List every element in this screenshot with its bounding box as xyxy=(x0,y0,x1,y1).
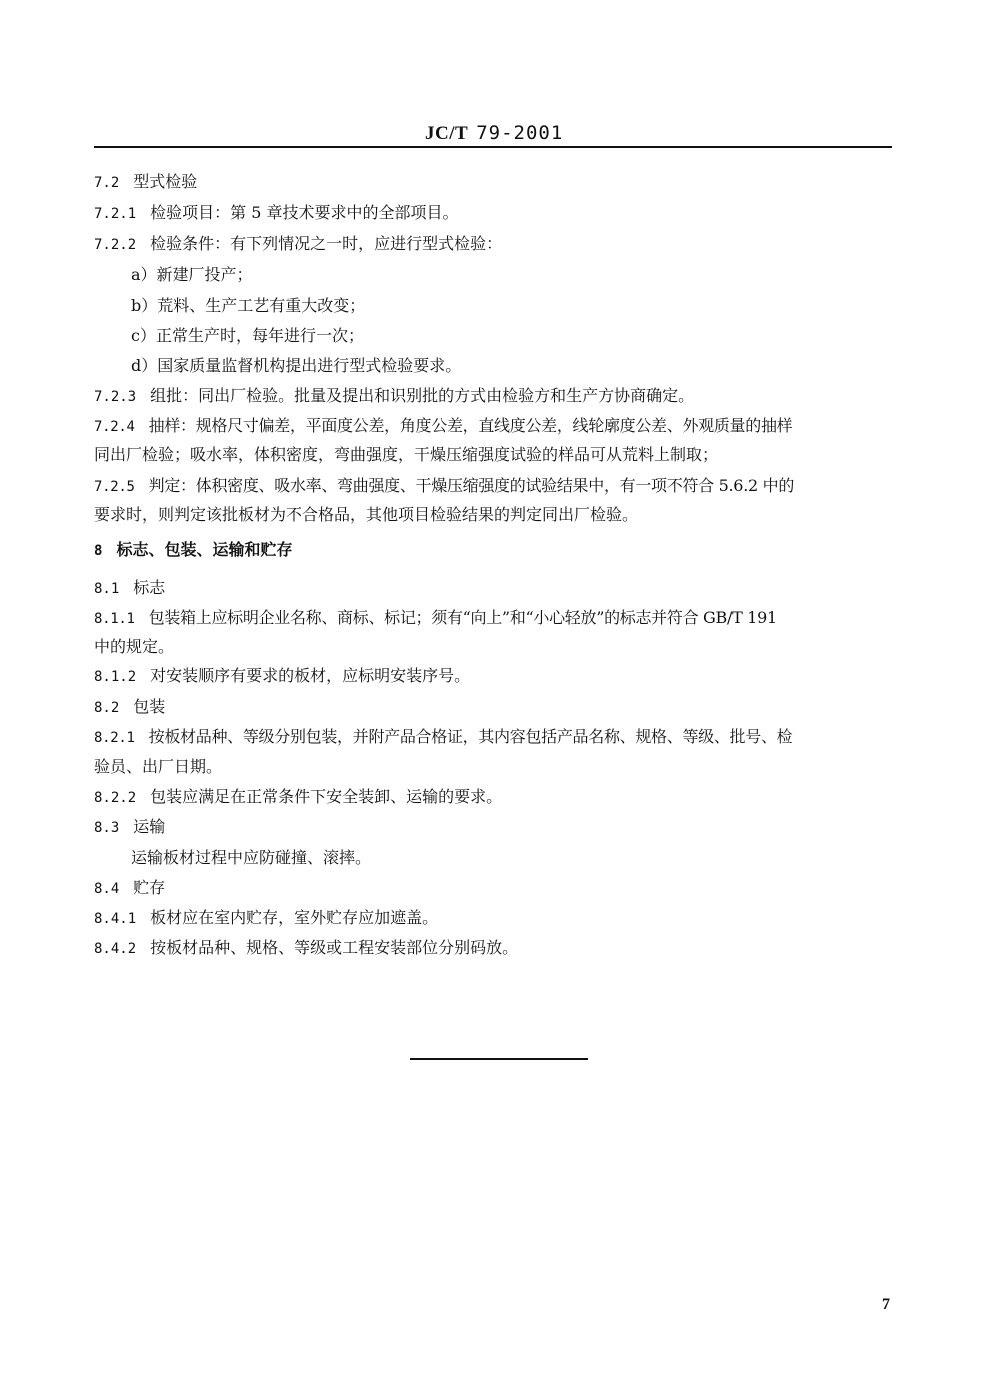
clause-number: 8.2.1 xyxy=(94,730,135,746)
clause-7-2-4-continued xyxy=(94,445,718,465)
list-item-a xyxy=(131,265,253,285)
clause-number: 8.2.2 xyxy=(94,790,137,806)
list-item-text: b）荒料、生产工艺有重大改变； xyxy=(131,296,366,315)
clause-text: 运输 xyxy=(133,817,166,836)
clause-number: 8.1.2 xyxy=(94,669,137,685)
clause-text: 对安装顺序有要求的板材，应标明安装序号。 xyxy=(150,666,471,685)
standard-code-prefix: JC/T xyxy=(425,123,469,144)
clause-text: 贮存 xyxy=(133,878,166,897)
clause-number: 8.2 xyxy=(94,700,120,716)
list-item-d xyxy=(131,356,461,376)
clause-number: 7.2.4 xyxy=(94,419,135,435)
clause-text: 按板材品种、规格、等级或工程安装部位分别码放。 xyxy=(150,938,519,957)
clause-text: 标志 xyxy=(133,578,166,597)
clause-8-3-body xyxy=(131,848,371,868)
page-number: 7 xyxy=(882,1296,890,1313)
clause-number: 7.2.1 xyxy=(94,206,137,222)
clause-number: 8.1.1 xyxy=(94,611,135,627)
clause-7-2-1 xyxy=(94,203,459,224)
clause-text: 检验条件：有下列情况之一时，应进行型式检验： xyxy=(150,234,503,253)
list-item-c xyxy=(131,326,364,346)
clause-8-2-1 xyxy=(94,727,792,748)
list-item-text: d）国家质量监督机构提出进行型式检验要求。 xyxy=(131,356,462,375)
clause-text: 要求时，则判定该批板材为不合格品，其他项目检验结果的判定同出厂检验。 xyxy=(94,505,639,524)
clause-8-4-2 xyxy=(94,938,518,959)
section-8-heading xyxy=(94,540,292,561)
clause-text: 同出厂检验；吸水率，体积密度，弯曲强度，干燥压缩强度试验的样品可从荒料上制取； xyxy=(94,445,719,464)
clause-7-2-4 xyxy=(94,416,792,437)
clause-7-2-2 xyxy=(94,234,502,255)
clause-8-4-1 xyxy=(94,908,438,929)
clause-8-2-2 xyxy=(94,787,502,808)
clause-number: 7.2.5 xyxy=(94,479,135,495)
list-item-text: a）新建厂投产； xyxy=(131,265,253,284)
clause-7-2-3 xyxy=(94,386,694,407)
clause-text: 包装箱上应标明企业名称、商标、标记；须有“向上”和“小心轻放”的标志并符合 GB/T 191 xyxy=(148,608,777,627)
clause-text: 板材应在室内贮存，室外贮存应加遮盖。 xyxy=(150,908,439,927)
clause-number: 8.3 xyxy=(94,820,120,836)
clause-number: 8.4.2 xyxy=(94,941,137,957)
clause-text: 型式检验 xyxy=(133,172,198,191)
clause-8-3-heading xyxy=(94,817,165,838)
clause-text: 包装应满足在正常条件下安全装卸、运输的要求。 xyxy=(150,787,503,806)
clause-8-1-1 xyxy=(94,608,777,629)
clause-text: 包装 xyxy=(133,697,166,716)
list-item-b xyxy=(131,296,365,316)
clause-8-4-heading xyxy=(94,878,165,899)
section-title: 标志、包装、运输和贮存 xyxy=(116,540,293,559)
clause-text: 检验项目：第 5 章技术要求中的全部项目。 xyxy=(150,203,459,222)
header-rule xyxy=(94,146,892,148)
clause-number: 7.2.3 xyxy=(94,389,137,405)
clause-7-2-5 xyxy=(94,476,794,497)
standard-code-number: 79-2001 xyxy=(476,122,564,144)
standard-code-header xyxy=(425,122,563,145)
clause-8-1-heading xyxy=(94,578,165,599)
clause-text: 抽样：规格尺寸偏差，平面度公差，角度公差，直线度公差，线轮廓度公差、外观质量的抽样 xyxy=(148,416,793,435)
clause-text: 按板材品种、等级分别包装，并附产品合格证，其内容包括产品名称、规格、等级、批号、检 xyxy=(148,727,793,746)
list-item-text: c）正常生产时，每年进行一次； xyxy=(131,326,364,345)
clause-8-1-2 xyxy=(94,666,470,687)
clause-number: 8.4 xyxy=(94,881,120,897)
clause-7-2-heading xyxy=(94,172,197,193)
section-number: 8 xyxy=(94,543,103,559)
clause-8-2-1-continued xyxy=(94,757,222,777)
clause-8-2-heading xyxy=(94,697,165,718)
clause-8-1-1-continued xyxy=(94,637,174,657)
clause-text: 验员、出厂日期。 xyxy=(94,757,223,776)
end-of-document-rule xyxy=(410,1058,588,1060)
clause-text: 中的规定。 xyxy=(94,637,175,656)
clause-text: 判定：体积密度、吸水率、弯曲强度、干燥压缩强度的试验结果中，有一项不符合 5.6.2 中的 xyxy=(148,476,795,495)
clause-text: 组批：同出厂检验。批量及提出和识别批的方式由检验方和生产方协商确定。 xyxy=(150,386,695,405)
clause-number: 7.2.2 xyxy=(94,237,137,253)
clause-number: 8.4.1 xyxy=(94,911,137,927)
clause-text: 运输板材过程中应防碰撞、滚摔。 xyxy=(131,848,372,867)
clause-number: 7.2 xyxy=(94,175,120,191)
clause-number: 8.1 xyxy=(94,581,120,597)
clause-7-2-5-continued xyxy=(94,505,638,525)
